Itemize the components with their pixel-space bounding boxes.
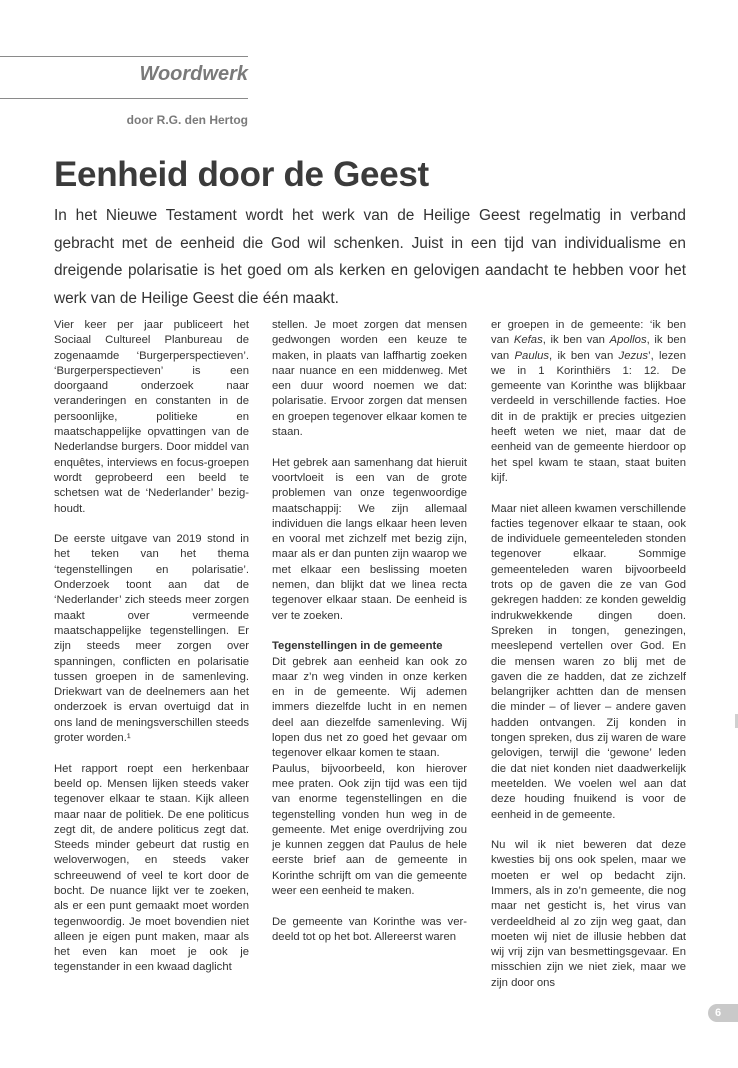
paragraph: Nu wil ik niet beweren dat deze kwesties bij ons ook spelen, maar we moeten er wel op bedacht zijn. Immers, als in zo’n gemeente, die nog maar net gesticht is, het virus van verdeeldheid al zo zijn weg gaat, dan moeten wij niet de illusie hebben dat wij vrij zijn van besmettingsgevaar. En misschien zijn we niet ziek, maar we zijn door ons xyxy=(491,839,686,989)
article-lead: In het Nieuwe Testament wordt het werk van de Heilige Geest regelmatig in verband gebracht met de eenheid die God wil schenken. Juist in een tijd van individualisme en dreigende polarisatie is het goed om als kerken en gelovigen aandacht te hebben voor het werk van de Heilige Geest die één maakt. xyxy=(54,207,686,307)
header-rule-bottom xyxy=(0,98,248,99)
text-column-3 xyxy=(491,318,686,1006)
text-column-2 xyxy=(272,318,467,960)
name-apollos: Apollos xyxy=(609,334,647,347)
header-rule-top xyxy=(0,56,248,57)
paragraph: De gemeente van Korinthe was ver-deeld tot op het bot. Allereerst waren xyxy=(272,915,467,943)
paragraph: er groepen in de gemeente: ‘ik ben van Kefas, ik ben van Apollos, ik ben van Paulus, ik ben van Jezus’, lezen we in 1 Korinthiërs 1: 12. De gemeente van Korinthe was blijkbaar verdeeld in verschillende facties. Hoe dit in de praktijk er precies uitgezien heeft weten we niet, maar dat de eenheid van de gemeente hierdoor op het spel kwam te staan, staat buiten kijf. xyxy=(491,319,686,484)
paragraph: Het rapport roept een herkenbaar beeld op. Mensen lijken steeds vaker tegenover elkaar te staan. Kijk alleen maar naar de politiek. De ene politicus zegt dit, de andere politicus zegt dat. Steeds minder gebeurt dat rustig en weloverwogen, en steeds vaker schreeuwend of veel te kort door de bocht. De nuance lijkt ver te zoeken, als er een punt gemaakt moet worden tegenwoordig. Je moet bovendien niet alleen je eigen punt maken, maar als het even kan moet je ook je tegenstander in een kwaad daglicht xyxy=(54,762,249,974)
name-jezus: Jezus xyxy=(618,349,649,362)
paragraph: Maar niet alleen kwamen verschillende facties tegenover elkaar te staan, ook de individuele gemeenteleden stonden tegenover elkaar. Sommige gemeenteleden waren bijvoorbeeld trots op de gaven die ze van God gekregen hadden: ze konden geweldig indrukwekkende dingen doen. Spreken in tongen, genezingen, meeslepend vertellen over God. En die mensen waren zo blij met de gaven die ze hadden, dat ze zichzelf belangrijker achtten dan de mensen die minder – of liever – andere gaven hadden ontvangen. Zij konden in tongen spreken, dus zij waren de ware gelovigen, terwijl die ‘gewone’ leden die dat niet konden niet daadwerkelijk meetelden. We voelen wel aan dat deze houding fnuikend is voor de eenheid in de gemeente. xyxy=(491,502,686,821)
paragraph: stellen. Je moet zorgen dat mensen gedwongen worden een keuze te maken, in plaats van laffhartig zoeken naar nuance en een middenweg. Met een duur woord noemen we dat: polarisatie. Ervoor zorgen dat mensen en groepen tegenover elkaar komen te staan. xyxy=(272,319,467,439)
text-column-1 xyxy=(54,318,249,991)
paragraph: Paulus, bijvoorbeeld, kon hierover mee praten. Ook zijn tijd was een tijd van enorme tegenstellingen en die tegenstelling vonden hun weg in de gemeente. Met enige overdrijving zou je kunnen zeggen dat Paulus de hele eerste brief aan de gemeente in Korinthe schrijft om van die gemeente weer een eenheid te maken. xyxy=(272,762,467,897)
paragraph: Het gebrek aan samenhang dat hieruit voortvloeit is een van de grote problemen van onze tegenwoordige maatschappij: We zijn allemaal individuen die langs elkaar heen leven en vooral met zichzelf met bezig zijn, maar als er dan punten zijn waarop we met elkaar een beslissing moeten nemen, dan blijkt dat we linea recta tegenover elkaar staan. De eenheid is ver te zoeken. xyxy=(272,456,467,622)
page-number: 6 xyxy=(714,1007,722,1019)
name-paulus: Paulus xyxy=(514,349,550,362)
section-label: Woordwerk xyxy=(139,63,248,85)
name-kefas: Kefas xyxy=(513,334,543,347)
article-title: Eenheid door de Geest xyxy=(54,155,429,194)
subheading: Tegenstellingen in de gemeente xyxy=(272,640,443,653)
paragraph: De eerste uitgave van 2019 stond in het teken van het thema ‘tegenstellingen en polarisatie’. Onderzoek toont aan dat de ‘Nederlander’ zich steeds meer zorgen maakt over vermeende maatschappelijke tegenstellingen. Er zijn steeds meer zorgen over spanningen, conflicten en polarisatie tussen groepen in de samenleving. Driekwart van de deelnemers aan het onderzoek is ervan overtuigd dat in ons land de meningsverschillen steeds groter worden.¹ xyxy=(54,533,249,745)
paragraph: Dit gebrek aan eenheid kan ook zo maar z’n weg vinden in onze kerken en in de gemeente. Wij ademen immers diezelfde lucht in en nemen deel aan diezelfde samenleving. Wij lopen dus net zo goed het gevaar om tegenover elkaar komen te staan. xyxy=(272,655,467,760)
byline: door R.G. den Hertog xyxy=(126,113,248,127)
paragraph: Vier keer per jaar publiceert het Sociaal Cultureel Planbureau de zogenaamde ‘Burgerperspectieven’. ‘Burgerperspectieven’ is een doorgaand onderzoek naar veranderingen en constanten in de persoonlijke, politieke en maatschappelijke opvattingen van de Nederlandse burgers. Door middel van enquêtes, interviews en focus-groepen wordt geprobeerd een beeld te schetsen wat de ‘Nederlander’ bezig-houdt. xyxy=(54,319,249,515)
